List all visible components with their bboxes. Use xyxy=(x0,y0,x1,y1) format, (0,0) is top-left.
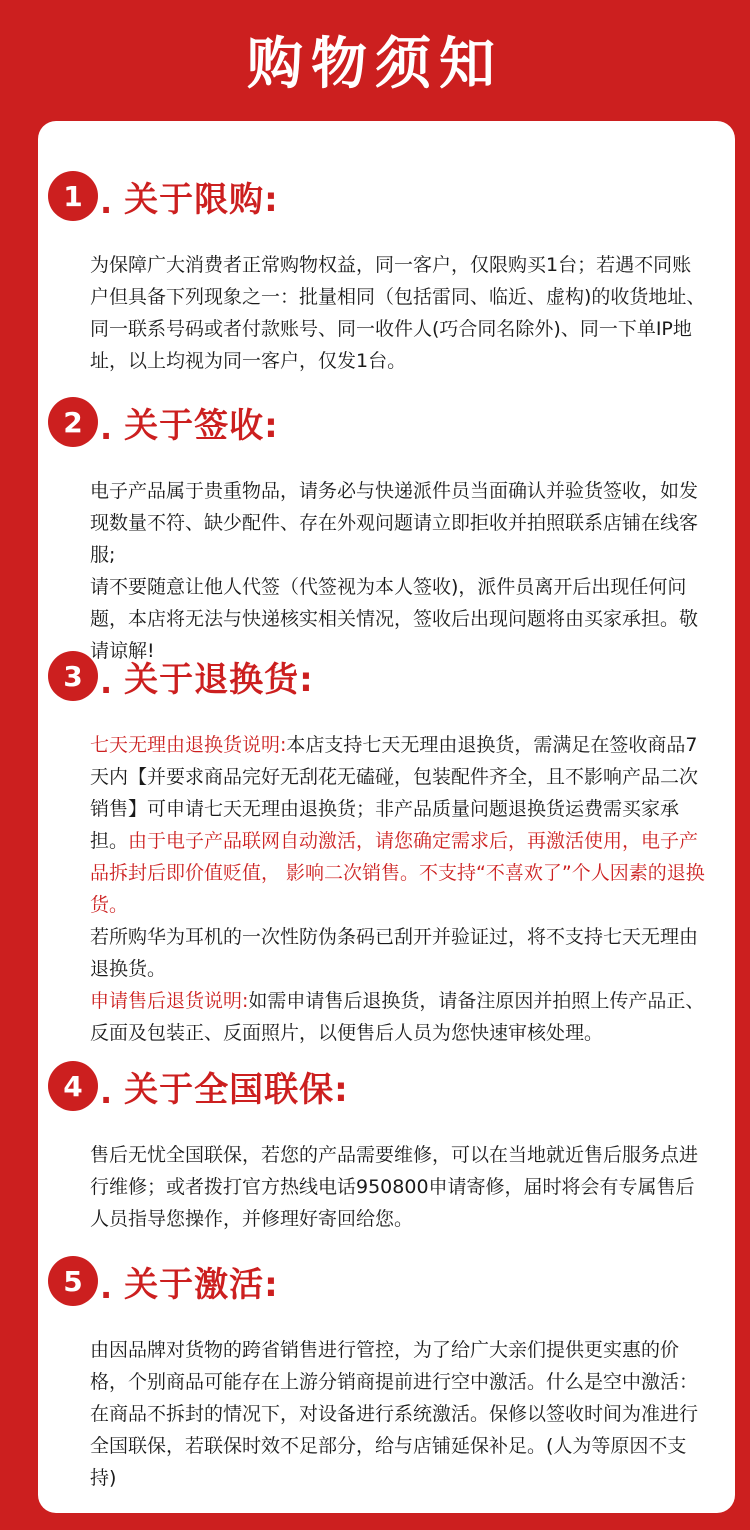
section-paragraph: 为保障广大消费者正常购物权益，同一客户，仅限购买1台；若遇不同账户但具备下列现象之一：批量相同（包括雷同、临近、虚构)的收货地址、同一联系号码或者付款账号、同一收件人(巧合同名除外)、同一下单IP地址，以上均视为同一客户，仅发1台。 xyxy=(90,254,706,372)
paragraph-text: 如需申请售后退换货，请备注原因并拍照上传产品正、反面及包装正、反面照片，以便售后人员为您快速审核处理。 xyxy=(90,990,705,1044)
number-dot: . xyxy=(100,1073,113,1111)
section-paragraph: 电子产品属于贵重物品，请务必与快递派件员当面确认并验货签收，如发现数量不符、缺少配件、存在外观问题请立即拒收并拍照联系店铺在线客服; xyxy=(90,480,699,566)
section-number-badge: 3 xyxy=(48,651,98,701)
page-title: 购物须知 xyxy=(247,32,503,97)
number-dot: . xyxy=(100,1268,113,1306)
section-heading xyxy=(48,641,314,711)
notice-card xyxy=(38,121,735,1513)
section-number-badge: 4 xyxy=(48,1061,98,1111)
page-header xyxy=(0,0,750,120)
paragraph-text: 本店支持七天无理由退换货，需满足在签收商品7天内【并要求商品完好无刮花无磕碰，包装配件齐全，且不影响产品二次销售】可申请七天无理由退换货；非产品质量问题退换货运费需买家承担。 xyxy=(90,734,699,852)
section-paragraph: 由因品牌对货物的跨省销售进行管控，为了给广大亲们提供更实惠的价格，个别商品可能存在上游分销商提前进行空中激活。什么是空中激活：在商品不拆封的情况下，对设备进行系统激活。保修以签收时间为准进行全国联保，若联保时效不足部分，给与店铺延保补足。(人为等原因不支持) xyxy=(90,1339,699,1489)
section-body xyxy=(90,729,710,1049)
red-warning: 由于电子产品联网自动激活，请您确定需求后，再激活使用，电子产品拆封后即价值贬值， 影响二次销售。不支持“不喜欢了”个人因素的退换货。 xyxy=(90,830,705,916)
section-body xyxy=(90,1334,710,1494)
section-title: 关于签收: xyxy=(124,405,279,446)
section-paragraph: 若所购华为耳机的一次性防伪条码已刮开并验证过，将不支持七天无理由退换货。 xyxy=(90,926,699,980)
section-title: 关于全国联保: xyxy=(124,1069,349,1110)
section-paragraph xyxy=(90,985,710,1049)
section-paragraph: 售后无忧全国联保，若您的产品需要维修，可以在当地就近售后服务点进行维修；或者拨打官方热线电话950800申请寄修，届时将会有专属售后人员指导您操作，并修理好寄回给您。 xyxy=(90,1144,699,1230)
section-heading xyxy=(48,387,279,457)
section-title: 关于激活: xyxy=(124,1264,279,1305)
section-heading xyxy=(48,1051,349,1121)
section-heading xyxy=(48,1246,279,1316)
section-paragraph xyxy=(90,729,710,921)
section-number-badge: 2 xyxy=(48,397,98,447)
number-dot: . xyxy=(100,663,113,701)
section-number-badge: 5 xyxy=(48,1256,98,1306)
section-paragraph: 请不要随意让他人代签（代签视为本人签收)，派件员离开后出现任何问题，本店将无法与快递核实相关情况，签收后出现问题将由买家承担。敬请谅解! xyxy=(90,576,699,662)
section-title: 关于退换货: xyxy=(124,659,314,700)
number-dot: . xyxy=(100,409,113,447)
number-dot: . xyxy=(100,183,113,221)
red-label: 申请售后退货说明: xyxy=(90,990,249,1012)
section-number-badge: 1 xyxy=(48,171,98,221)
section-heading xyxy=(48,161,279,231)
section-body xyxy=(90,475,710,667)
section-title: 关于限购: xyxy=(124,179,279,220)
section-body xyxy=(90,1139,710,1235)
section-body xyxy=(90,249,710,377)
red-label: 七天无理由退换货说明: xyxy=(90,734,287,756)
